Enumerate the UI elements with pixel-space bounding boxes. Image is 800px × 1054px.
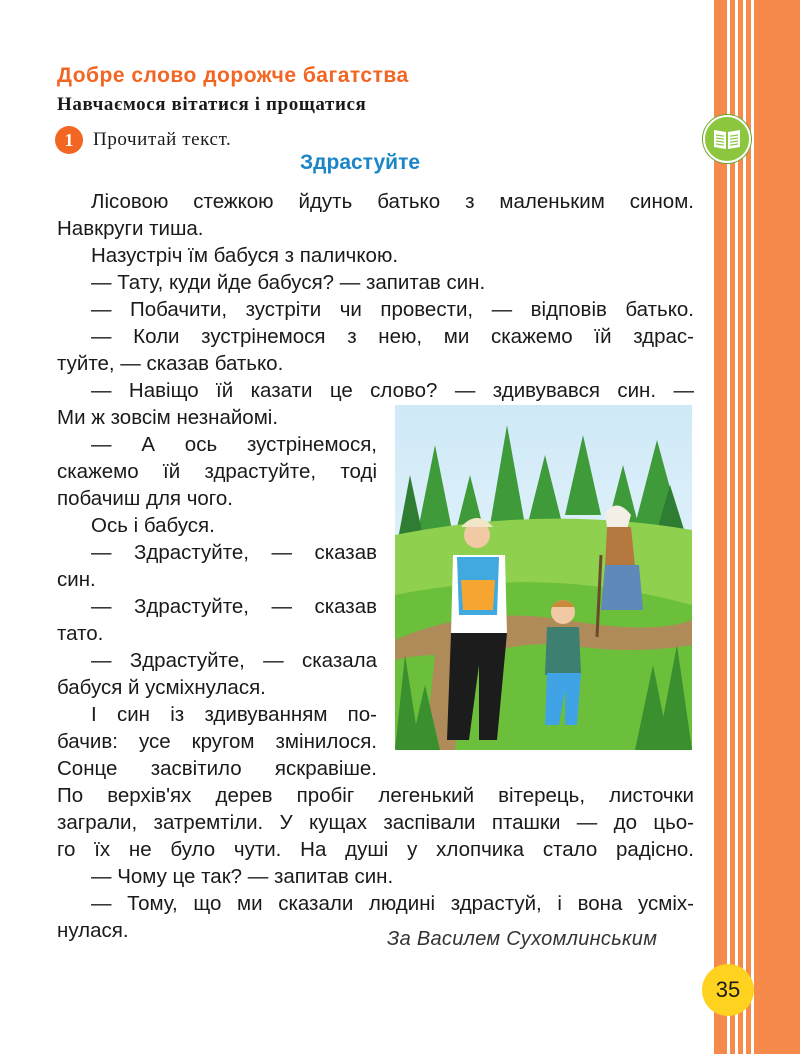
story-line: го їх не було чути. На душі у хлопчика стало радісно. (57, 838, 694, 861)
story-line: Лісовою стежкою йдуть батько з маленьким сином. (91, 190, 694, 213)
forest-walk-illustration (395, 405, 692, 750)
story-line: — Здрастуйте, — сказала (91, 649, 377, 672)
story-line: Назустріч їм бабуся з паличкою. (91, 244, 399, 267)
margin-stripe (743, 0, 746, 1054)
story-line: — Коли зустрінемося з нею, ми скажемо їй здрас- (91, 325, 694, 348)
story-line: заграли, затремтіли. У кущах заспівали пташки — до цьо- (57, 811, 694, 834)
story-line: — Здрастуйте, — сказав (91, 541, 377, 564)
story-line: скажемо їй здрастуйте, тоді (57, 460, 377, 483)
task-text: Прочитай текст. (93, 129, 232, 150)
story-line: тато. (57, 622, 104, 645)
task-instruction (55, 126, 231, 154)
story-line: бачив: усе кругом змінилося. (57, 730, 377, 753)
author-attribution: За Василем Сухомлинським (387, 928, 658, 950)
story-title: Здрастуйте (300, 151, 421, 174)
story-line: Сонце засвітило яскравіше. (57, 757, 377, 780)
margin-stripe (751, 0, 754, 1054)
story-line: По верхів'ях дерев пробіг легенький вітерець, листочки (57, 784, 694, 807)
story-line: — Чому це так? — запитав син. (91, 865, 394, 888)
story-line: бабуся й усміхнулася. (57, 676, 266, 699)
story-line: — Побачити, зустріти чи провести, — відповів батько. (91, 298, 694, 321)
lesson-subtitle: Навчаємося вітатися і прощатися (57, 94, 367, 115)
story-line: Ми ж зовсім незнайомі. (57, 406, 279, 429)
story-line: І син із здивуванням по- (91, 703, 377, 726)
story-line: — Здрастуйте, — сказав (91, 595, 377, 618)
story-line: — Тому, що ми сказали людині здрастуй, і вона усміх- (91, 892, 694, 915)
story-line: — Тату, куди йде бабуся? — запитав син. (91, 271, 486, 294)
book-icon (703, 115, 751, 163)
story-line: син. (57, 568, 96, 591)
story-line: Ось і бабуся. (91, 514, 215, 537)
story-line: — Навіщо їй казати це слово? — здивувався син. — (91, 379, 694, 402)
story-line: — А ось зустрінемося, (91, 433, 377, 456)
page-number: 35 (702, 964, 754, 1016)
story-line: нулася. (57, 919, 129, 942)
story-line: Навкруги тиша. (57, 217, 204, 240)
story-line: побачиш для чого. (57, 487, 233, 510)
task-number-badge: 1 (55, 126, 83, 154)
section-title: Добре слово дорожче багатства (57, 64, 409, 87)
story-line: туйте, — сказав батько. (57, 352, 284, 375)
